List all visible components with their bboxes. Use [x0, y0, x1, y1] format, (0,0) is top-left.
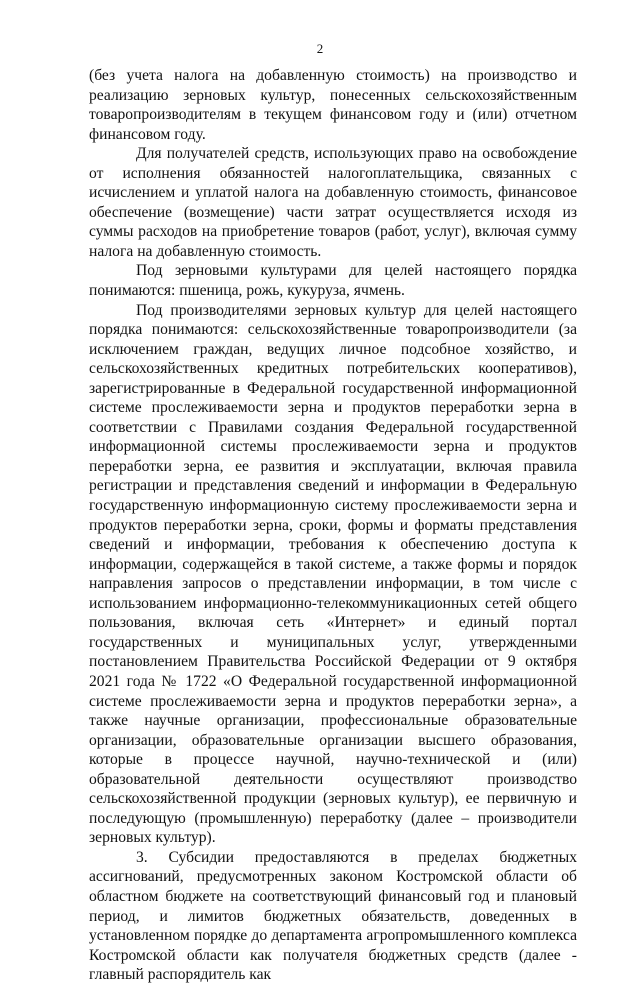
document-body: [89, 66, 577, 985]
page-number: 2: [316, 41, 324, 56]
paragraph-3: Под зерновыми культурами для целей настоящего порядка понимаются: пшеница, рожь, кукуруза, ячмень.: [89, 262, 577, 300]
paragraph-2: Для получателей средств, использующих право на освобождение от исполнения обязанностей налогоплательщика, связанных с исчислением и уплатой налога на добавленную стоимость, финансовое обеспечение (возмещение) части затрат осуществляется исходя из суммы расходов на приобретение товаров (работ, услуг), включая сумму налога на добавленную стоимость.: [89, 145, 577, 260]
paragraph-5: 3. Субсидии предоставляются в пределах бюджетных ассигнований, предусмотренных законом Костромской области об областном бюджете на соответствующий финансовый год и плановый период, и лимитов бюджетных обязательств, доведенных в установленном порядке до департамента агропромышленного комплекса Костромской области как получателя бюджетных средств (далее - главный распорядитель как: [89, 848, 577, 984]
paragraph-1: (без учета налога на добавленную стоимость) на производство и реализацию зерновых культур, понесенных сельскохозяйственным товаропроизводителям в текущем финансовом году и (или) отчетном финансовом году.: [89, 67, 577, 143]
paragraph-4: Под производителями зерновых культур для целей настоящего порядка понимаются: сельскохозяйственные товаропроизводители (за исключением граждан, ведущих личное подсобное хозяйство, и сельскохозяйственных кредитных потребительских кооперативов), зарегистрированные в Федеральной государственной информационной системе прослеживаемости зерна и продуктов переработки зерна в соответствии с Правилами создания Федеральной государственной информационной системы прослеживаемости зерна и продуктов переработки зерна, ее развития и эксплуатации, включая правила регистрации и представления сведений и информации в Федеральную государственную информационную систему прослеживаемости зерна и продуктов переработки зерна, сроки, формы и форматы представления сведений и информации, требования к обеспечению доступа к информации, содержащейся в такой системе, а также формы и порядок направления запросов о представлении информации, в том числе с использованием информационно-телекоммуникационных сетей общего пользования, включая сеть «Интернет» и единый портал государственных и муниципальных услуг, утвержденными постановлением Правительства Российской Федерации от 9 октября 2021 года № 1722 «О Федеральной государственной информационной системе прослеживаемости зерна и продуктов переработки зерна», а также научные организации, профессиональные образовательные организации, образовательные организации высшего образования, которые в процессе научной, научно-технической и (или) образовательной деятельности осуществляют производство сельскохозяйственной продукции (зерновых культур), ее первичную и последующую (промышленную) переработку (далее – производители зерновых культур).: [89, 301, 577, 847]
